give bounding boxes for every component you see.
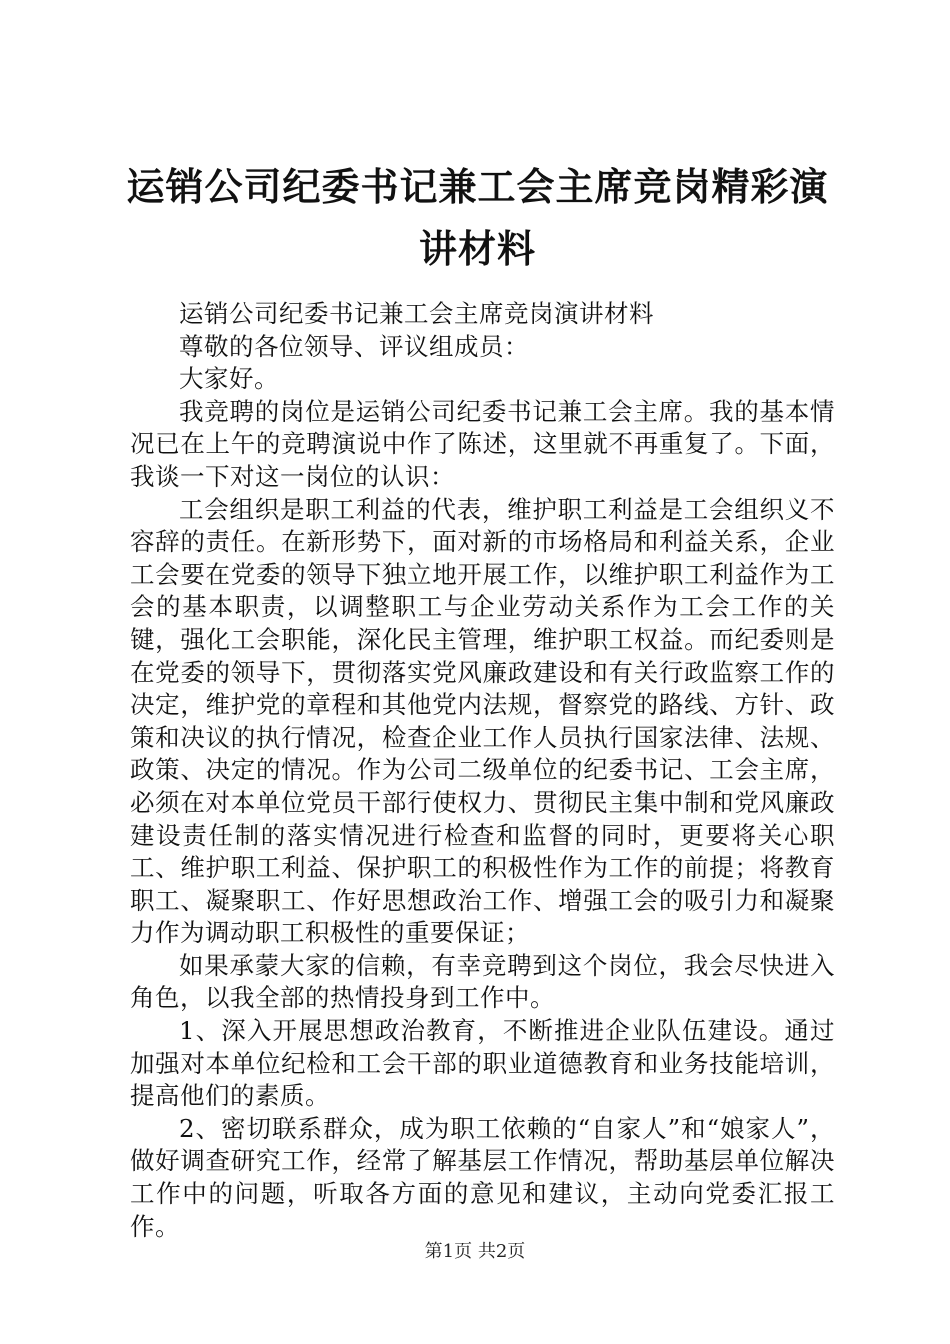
paragraph-commitment: 如果承蒙大家的信赖，有幸竞聘到这个岗位，我会尽快进入角色，以我全部的热情投身到工作中。: [130, 950, 835, 1013]
paragraph-point-1: 1、深入开展思想政治教育，不断推进企业队伍建设。通过加强对本单位纪检和工会干部的职业道德教育和业务技能培训，提高他们的素质。: [130, 1016, 835, 1111]
document-body: [130, 298, 835, 1243]
paragraph-role-understanding: 工会组织是职工利益的代表，维护职工利益是工会组织义不容辞的责任。在新形势下，面对新的市场格局和利益关系，企业工会要在党委的领导下独立地开展工作，以维护职工利益作为工会的基本职责，以调整职工与企业劳动关系作为工会工作的关键，强化工会职能，深化民主管理，维护职工权益。而纪委则是在党委的领导下，贯彻落实党风廉政建设和有关行政监察工作的决定，维护党的章程和其他党内法规，督察党的路线、方针、政策和决议的执行情况，检查企业工作人员执行国家法律、法规、政策、决定的情况。作为公司二级单位的纪委书记、工会主席，必须在对本单位党员干部行使权力、贯彻民主集中制和党风廉政建设责任制的落实情况进行检查和监督的同时，更要将关心职工、维护职工利益、保护职工的积极性作为工作的前提；将教育职工、凝聚职工、作好思想政治工作、增强工会的吸引力和凝聚力作为调动职工积极性的重要保证；: [130, 494, 835, 948]
paragraph-point-2: 2、密切联系群众，成为职工依赖的“自家人”和“娘家人”，做好调查研究工作，经常了解基层工作情况，帮助基层单位解决工作中的问题，听取各方面的意见和建议，主动向党委汇报工作。: [130, 1113, 835, 1241]
page-number: 第1页 共2页: [424, 1241, 526, 1262]
document-title: 运销公司纪委书记兼工会主席竞岗精彩演讲材料: [126, 164, 829, 271]
paragraph-salutation: 尊敬的各位领导、评议组成员：: [179, 331, 529, 361]
paragraph-heading: 运销公司纪委书记兼工会主席竞岗演讲材料: [179, 299, 654, 328]
paragraph-greeting: 大家好。: [179, 364, 279, 394]
paragraph-intro: 我竞聘的岗位是运销公司纪委书记兼工会主席。我的基本情况已在上午的竞聘演说中作了陈述，这里就不再重复了。下面，我谈一下对这一岗位的认识：: [130, 396, 835, 491]
